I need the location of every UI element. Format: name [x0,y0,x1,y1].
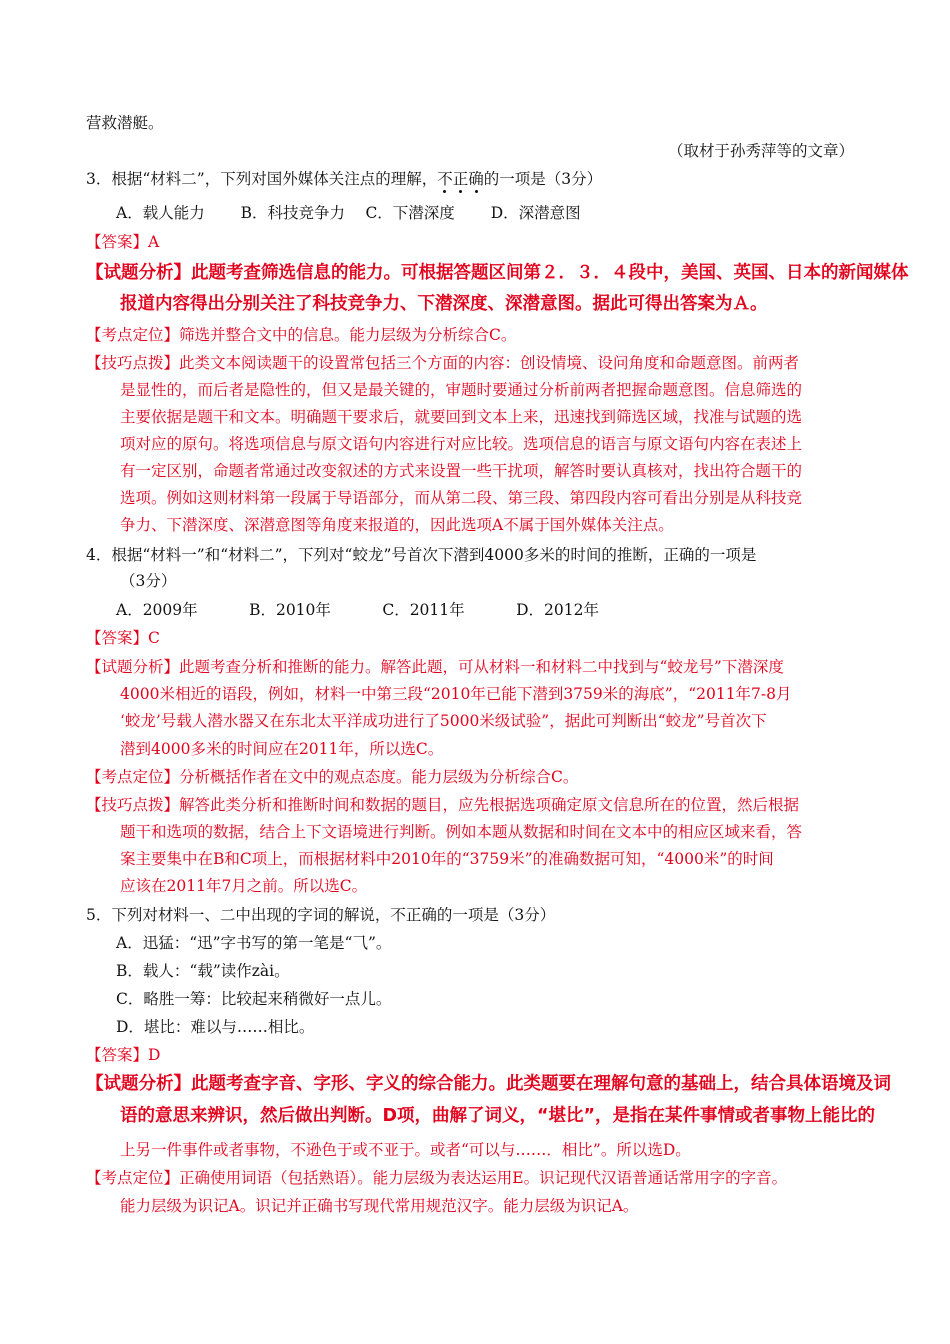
question-5-option: A．迅猛：“迅”字书写的第一笔是“⺄”。 [116,934,392,952]
tip-4: 案主要集中在B和C项上，而根据材料中2010年的“3759米”的准确数据可知，“4000米”的时间 [120,850,774,868]
analysis-5: 上另一件事件或者事物，不逊色于或不亚于。或者“可以与……．相比”。所以选D。 [120,1141,691,1159]
question-5-option: D．堪比：难以与……相比。 [116,1018,315,1036]
tip-3: 主要依据是题干和文本。明确题干要求后，就要回到文本上来，迅速找到筛选区域，找准与试题的选 [120,408,803,426]
answer-3: 【答案】A [86,233,160,251]
question-5-option: C．略胜一筹：比较起来稍微好一点儿。 [116,990,392,1008]
key-point-3: 【考点定位】筛选并整合文中的信息。能力层级为分析综合C。 [86,326,517,344]
tip-3: 有一定区别，命题者常通过改变叙述的方式来设置一些干扰项，解答时要认真核对，找出符合题干的 [120,462,803,480]
tip-4: 【技巧点拨】解答此类分析和推断时间和数据的题目，应先根据选项确定原文信息所在的位置，然后根据 [86,796,800,814]
analysis-3: 报道内容得出分别关注了科技竞争力、下潜深度、深潜意图。据此可得出答案为Ａ。 [120,294,768,314]
tip-3: 是显性的，而后者是隐性的，但又是最关键的，审题时要通过分析前两者把握命题意图。信息筛选的 [120,381,803,399]
analysis-5: 语的意思来辨识，然后做出判断。D项，曲解了词义，“堪比”，是指在某件事情或者事物上能比的 [120,1106,876,1126]
key-point-5: 【考点定位】正确使用词语（包括熟语）。能力层级为表达运用E。识记现代汉语普通话常用字的字音。 [86,1169,788,1187]
tip-4: 题干和选项的数据，结合上下文语境进行判断。例如本题从数据和时间在文本中的相应区域来看，答 [120,823,803,841]
question-5-option: B．载人：“载”读作zài。 [116,962,290,980]
analysis-5: 【试题分析】此题考查字音、字形、字义的综合能力。此类题要在理解句意的基础上，结合具体语境及词 [86,1074,891,1094]
tip-3: 选项。例如这则材料第一段属于导语部分，而从第二段、第三段、第四段内容可看出分别是从科技竞 [120,489,803,507]
key-point-5: 能力层级为识记A。识记并正确书写现代常用规范汉字。能力层级为识记A。 [120,1197,639,1215]
answer-4: 【答案】C [86,629,160,647]
question-4-options: A．2009年 B．2010年 C．2011年 D．2012年 [116,601,599,619]
source-attribution: （取材于孙秀萍等的文章） [668,142,855,160]
question-3-options: A．载人能力 B．科技竞争力 C．下潜深度 D．深潜意图 [116,204,581,222]
question-5: 5．下列对材料一、二中出现的字词的解说，不正确的一项是（3分） [86,906,556,924]
answer-5: 【答案】D [86,1046,161,1064]
tip-3: 争力、下潜深度、深潜意图等角度来报道的，因此选项A不属于国外媒体关注点。 [120,516,674,534]
analysis-4: 潜到4000多米的时间应在2011年，所以选C。 [120,740,444,758]
text-line: 营救潜艇。 [86,114,164,132]
question-4: 4．根据“材料一”和“材料二”，下列对“蛟龙”号首次下潜到4000多米的时间的推断，正确的一项是 [86,546,757,564]
tip-3: 项对应的原句。将选项信息与原文语句内容进行对应比较。选项信息的语言与原文语句内容在表述上 [120,435,803,453]
tip-4: 应该在2011年7月之前。所以选C。 [120,877,368,895]
tip-3: 【技巧点拨】此类文本阅读题干的设置常包括三个方面的内容：创设情境、设问角度和命题意图。前两者 [86,354,800,372]
analysis-4: 4000米相近的语段，例如，材料一中第三段“2010年已能下潜到3759米的海底”，“2011年7-8月 [120,685,792,703]
analysis-3: 【试题分析】此题考查筛选信息的能力。可根据答题区间第２．３．４段中，美国、英国、日本的新闻媒体 [86,263,909,283]
analysis-4: ‘蛟龙’号载人潜水器又在东北太平洋成功进行了5000米级试验”，据此可判断出“蛟龙”号首次下 [120,712,767,730]
key-point-4: 【考点定位】分析概括作者在文中的观点态度。能力层级为分析综合C。 [86,768,579,786]
question-4: （3分） [120,572,177,590]
analysis-4: 【试题分析】此题考查分析和推断的能力。解答此题，可从材料一和材料二中找到与“蛟龙号”下潜深度 [86,658,784,676]
question-3: 3．根据“材料二”，下列对国外媒体关注点的理解，不正确的一项是（3分） [86,170,603,188]
